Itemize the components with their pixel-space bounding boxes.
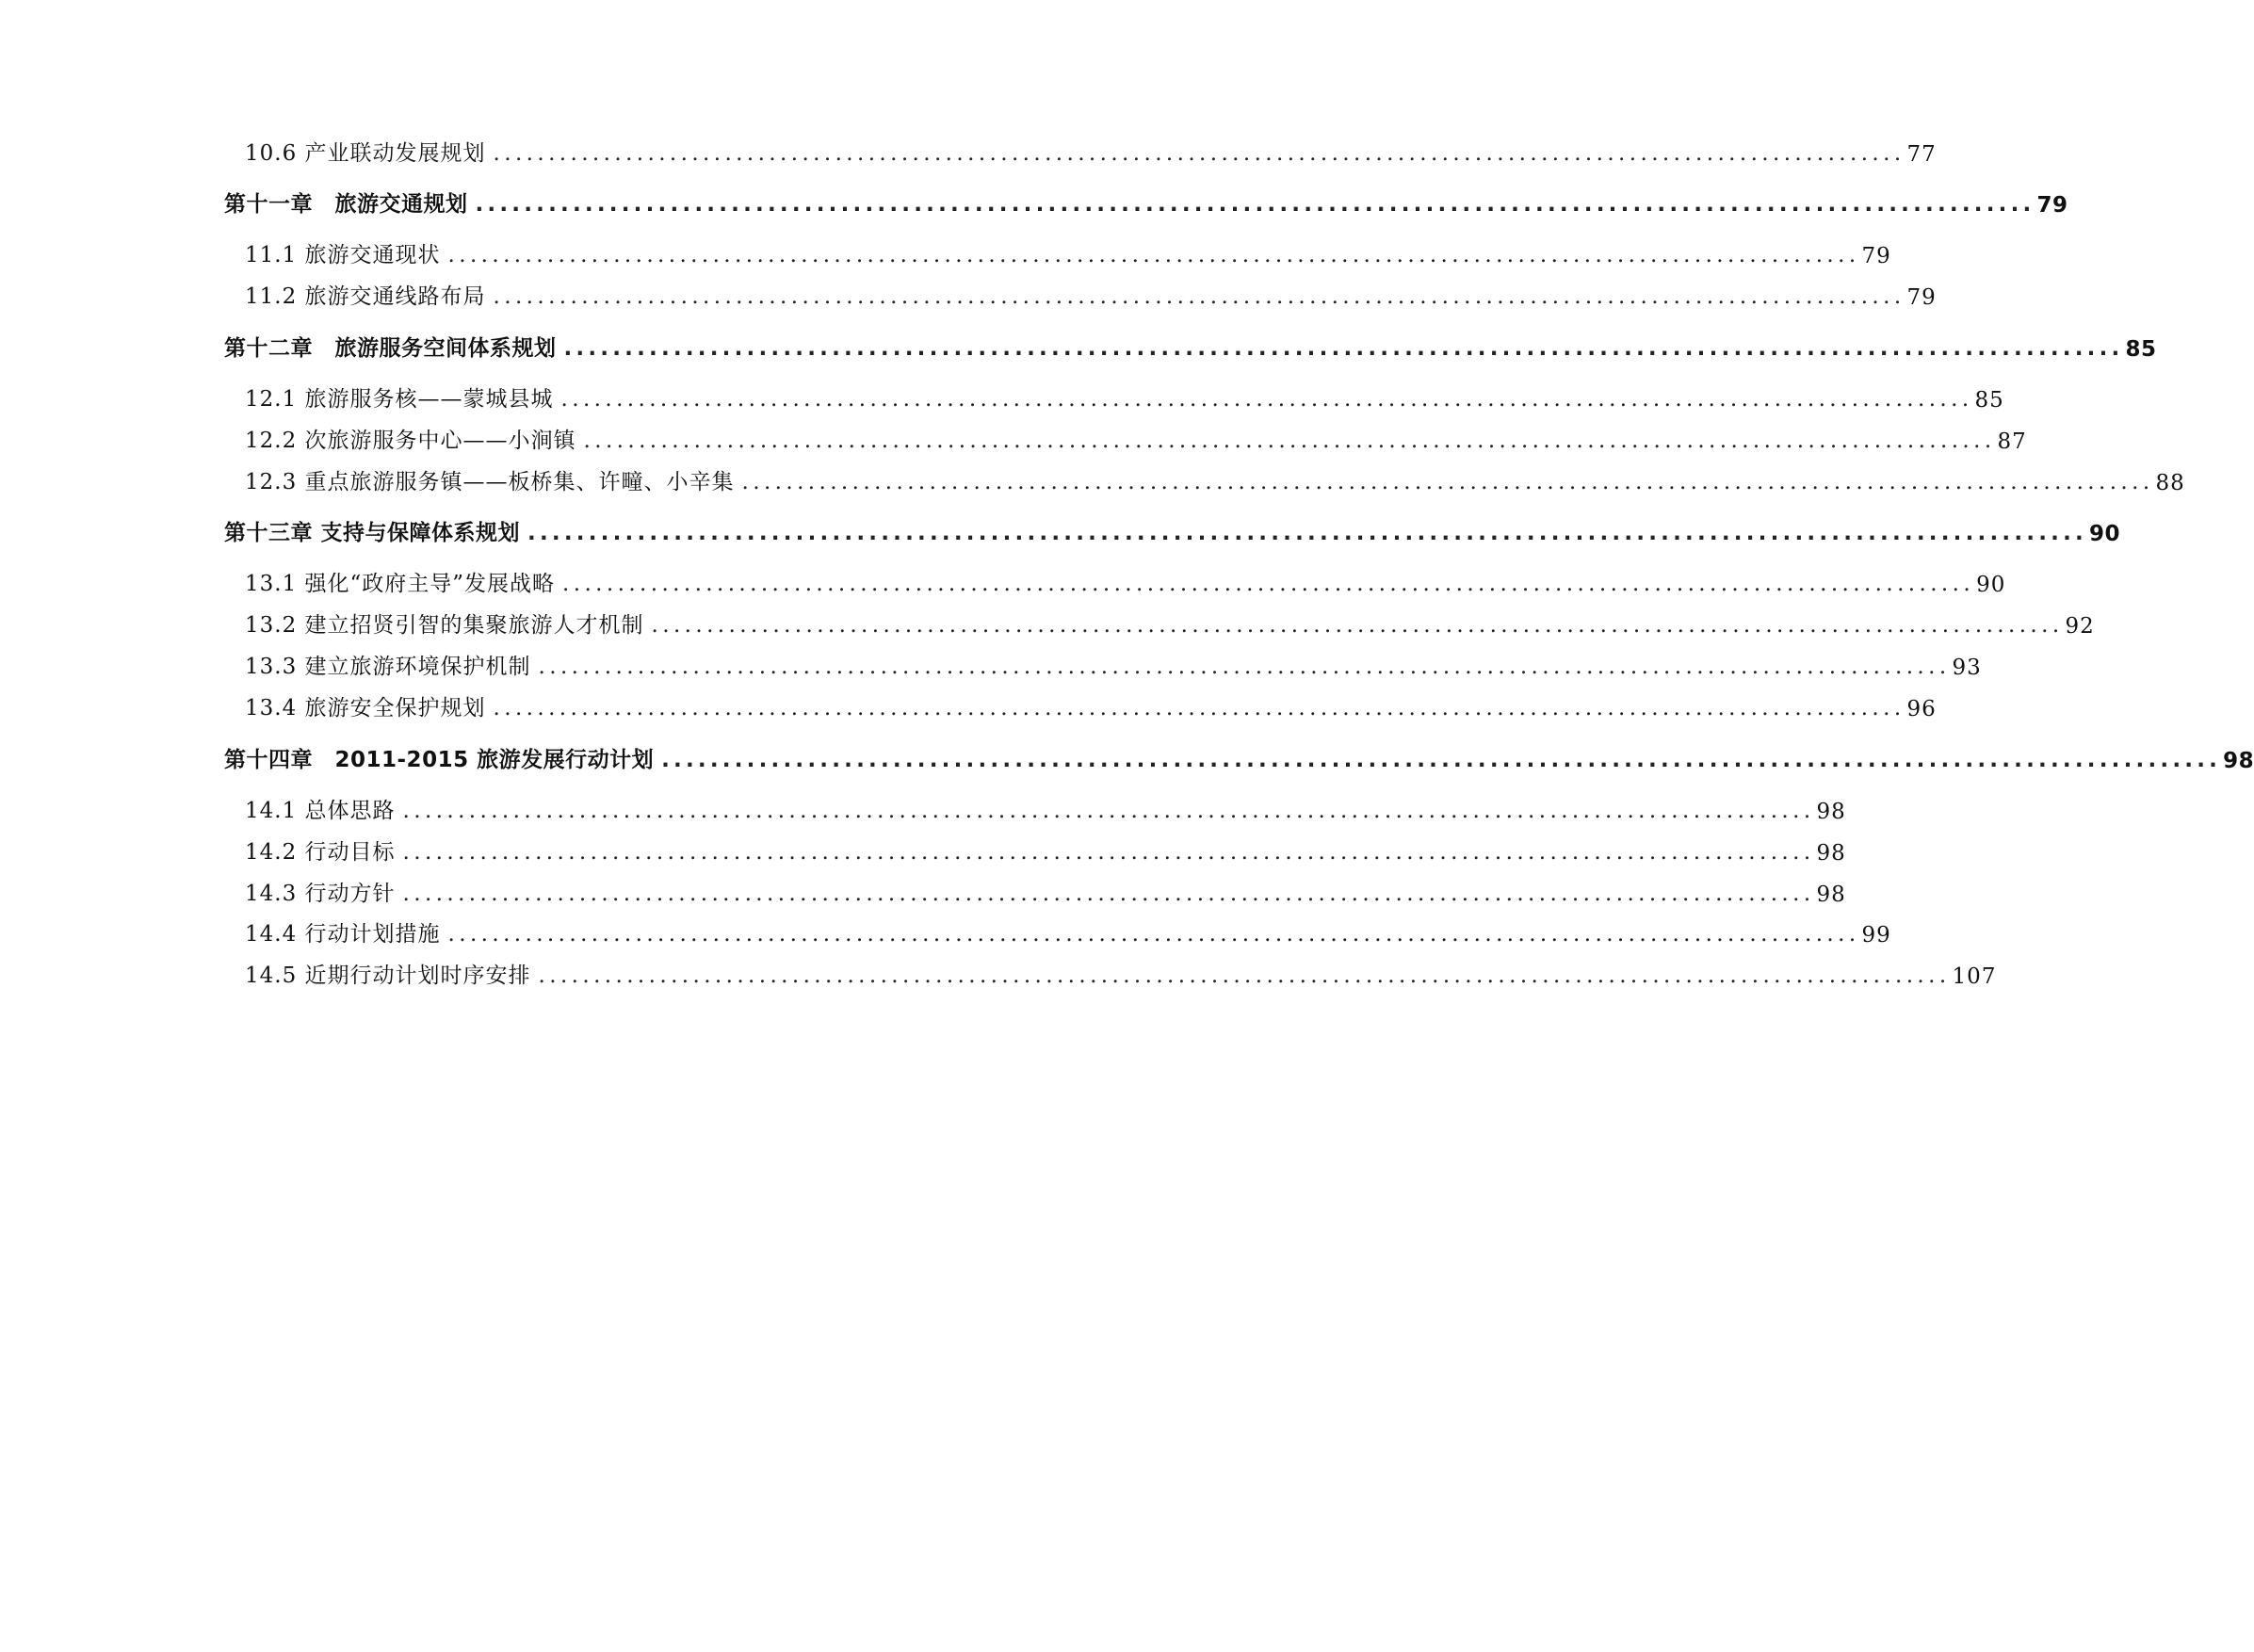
toc-entry-label: 10.6 产业联动发展规划 xyxy=(245,141,486,166)
toc-entry-label: 14.5 近期行动计划时序安排 xyxy=(245,964,531,988)
toc-entry-11-1[interactable] xyxy=(245,236,1891,268)
toc-entry-page: 96 xyxy=(1906,697,1937,721)
dot-leader: ................................................................................................................................ xyxy=(661,748,2222,772)
toc-entry-10-6[interactable] xyxy=(245,135,1937,167)
dot-leader: ................................................................................................................................ xyxy=(527,521,2087,545)
toc-entry-page: 87 xyxy=(1997,429,2027,454)
toc-entry-page: 88 xyxy=(2155,471,2185,495)
toc-chapter-page: 98 xyxy=(2223,749,2254,773)
dot-leader: ................................................................................................................................ xyxy=(402,882,1815,906)
toc-chapter-page: 79 xyxy=(2036,193,2068,218)
dot-leader: ................................................................................................................................ xyxy=(560,387,1973,412)
toc-entry-page: 90 xyxy=(1976,573,2006,597)
toc-entry-page: 99 xyxy=(1861,923,1891,947)
dot-leader: ................................................................................................................................ xyxy=(475,192,2035,217)
dot-leader: ................................................................................................................................ xyxy=(563,336,2124,361)
toc-entry-page: 85 xyxy=(1974,388,2004,413)
toc-entry-page: 79 xyxy=(1861,244,1891,268)
toc-entry-label: 14.4 行动计划措施 xyxy=(245,922,441,947)
toc-chapter-11[interactable] xyxy=(224,186,2068,218)
toc-entry-label: 12.1 旅游服务核——蒙城县城 xyxy=(245,387,554,412)
toc-entry-13-2[interactable] xyxy=(245,607,2095,639)
dot-leader: ................................................................................................................................ xyxy=(402,840,1815,865)
toc-entry-14-1[interactable] xyxy=(245,792,1846,824)
toc-entry-label: 14.2 行动目标 xyxy=(245,840,396,865)
toc-entry-page: 92 xyxy=(2065,614,2095,639)
dot-leader: ................................................................................................................................ xyxy=(538,964,1951,988)
toc-entry-13-1[interactable] xyxy=(245,565,2006,597)
toc-entry-13-4[interactable] xyxy=(245,689,1937,721)
toc-entry-12-1[interactable] xyxy=(245,381,2004,413)
toc-chapter-page: 90 xyxy=(2089,522,2121,546)
toc-entry-label: 13.2 建立招贤引智的集聚旅游人才机制 xyxy=(245,613,644,638)
toc-entry-page: 107 xyxy=(1952,964,1997,989)
toc-entry-14-3[interactable] xyxy=(245,875,1846,907)
toc-entry-label: 13.4 旅游安全保护规划 xyxy=(245,696,486,721)
toc-entry-label: 11.1 旅游交通现状 xyxy=(245,243,441,267)
toc-entry-14-4[interactable] xyxy=(245,915,1891,947)
toc-chapter-label: 第十四章 2011-2015 旅游发展行动计划 xyxy=(224,748,655,772)
toc-entry-12-3[interactable] xyxy=(245,463,2185,495)
toc-entry-label: 14.1 总体思路 xyxy=(245,799,396,823)
toc-entry-page: 93 xyxy=(1952,656,1982,680)
toc-entry-label: 12.2 次旅游服务中心——小涧镇 xyxy=(245,429,576,453)
dot-leader: ................................................................................................................................ xyxy=(493,141,1905,166)
dot-leader: ................................................................................................................................ xyxy=(583,429,1996,453)
toc-entry-13-3[interactable] xyxy=(245,648,1982,680)
toc-entry-label: 11.2 旅游交通线路布局 xyxy=(245,284,486,309)
toc-entry-label: 14.3 行动方针 xyxy=(245,882,396,906)
dot-leader: ................................................................................................................................ xyxy=(493,284,1905,309)
dot-leader: ................................................................................................................................ xyxy=(562,572,1975,596)
toc-entry-label: 13.1 强化“政府主导”发展战略 xyxy=(245,572,556,596)
toc-chapter-14[interactable] xyxy=(224,741,2254,773)
toc-entry-14-2[interactable] xyxy=(245,834,1846,866)
toc-entry-page: 98 xyxy=(1816,841,1846,866)
toc-entry-label: 13.3 建立旅游环境保护机制 xyxy=(245,655,531,679)
dot-leader: ................................................................................................................................ xyxy=(741,470,2154,494)
toc-entry-12-2[interactable] xyxy=(245,422,2027,454)
toc-chapter-page: 85 xyxy=(2125,337,2157,362)
dot-leader: ................................................................................................................................ xyxy=(402,799,1815,823)
dot-leader: ................................................................................................................................ xyxy=(651,613,2064,638)
toc-chapter-13[interactable] xyxy=(224,514,2121,546)
toc-chapter-12[interactable] xyxy=(224,330,2157,362)
toc-entry-label: 12.3 重点旅游服务镇——板桥集、许疃、小辛集 xyxy=(245,470,735,494)
toc-entry-page: 98 xyxy=(1816,800,1846,824)
dot-leader: ................................................................................................................................ xyxy=(493,696,1905,721)
toc-chapter-label: 第十二章 旅游服务空间体系规划 xyxy=(224,336,557,361)
dot-leader: ................................................................................................................................ xyxy=(447,922,1860,947)
toc-entry-page: 77 xyxy=(1906,142,1937,167)
toc-chapter-label: 第十三章 支持与保障体系规划 xyxy=(224,521,521,545)
dot-leader: ................................................................................................................................ xyxy=(538,655,1951,679)
toc-entry-page: 79 xyxy=(1906,285,1937,310)
toc-chapter-label: 第十一章 旅游交通规划 xyxy=(224,192,468,217)
dot-leader: ................................................................................................................................ xyxy=(447,243,1860,267)
toc-entry-page: 98 xyxy=(1816,883,1846,907)
toc-entry-11-2[interactable] xyxy=(245,278,1937,310)
toc-entry-14-5[interactable] xyxy=(245,957,1997,989)
